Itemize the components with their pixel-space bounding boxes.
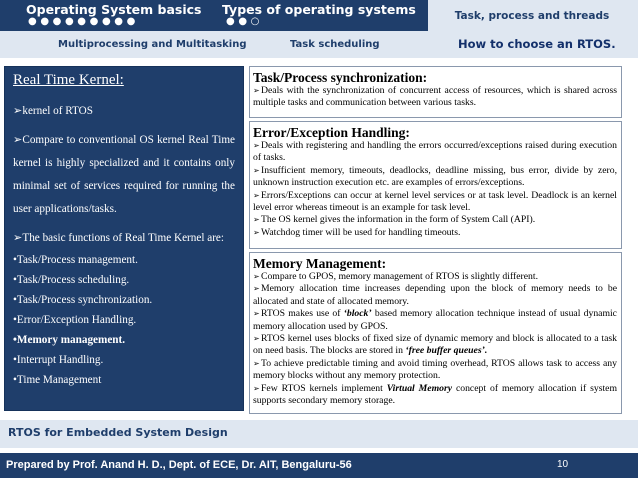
arrow-bullet-icon: ➢: [253, 227, 260, 237]
filled-dots: ●●: [226, 16, 251, 27]
subnav-choose-rtos[interactable]: How to choose an RTOS.: [458, 37, 616, 51]
bullet-line: ➢The OS kernel gives the information in the form of System Call (API).: [253, 214, 536, 226]
list-item-highlighted: •Memory management.: [13, 334, 126, 346]
box-title: Memory Management:: [253, 256, 387, 271]
list-item: •Task/Process synchronization.: [13, 294, 153, 306]
arrow-bullet-icon: ➢: [253, 284, 260, 294]
arrow-bullet-icon: ➢: [253, 383, 260, 393]
empty-dot: ○: [250, 16, 263, 27]
arrow-bullet-icon: ➢: [253, 86, 260, 95]
nav-section-task-process-threads[interactable]: Task, process and threads: [454, 10, 610, 22]
arrow-bullet-icon: ➢: [253, 309, 260, 319]
subnav-multiprocessing[interactable]: Multiprocessing and Multitasking: [58, 39, 247, 50]
real-time-kernel-panel: [4, 66, 244, 411]
memory-management-box: [249, 252, 622, 414]
nav-progress-dots-os-types[interactable]: [226, 16, 263, 27]
bullet-line: ➢To achieve predictable timing and avoid timing overhead, RTOS allows task to access any memory blocks without any memory protection.: [253, 357, 617, 382]
error-handling-box: [249, 121, 622, 249]
nav-progress-dots-os-basics[interactable]: ●●●●●●●●●: [28, 16, 139, 27]
bullet-line: ➢Deals with registering and handling the errors occurred/exceptions raised during execution of tasks.: [253, 140, 617, 164]
arrow-bullet-icon: ➢: [253, 358, 260, 368]
arrow-bullet-icon: ➢: [253, 272, 260, 281]
author-credit: Prepared by Prof. Anand H. D., Dept. of ECE, Dr. AIT, Bengaluru-56: [6, 459, 352, 471]
box-title: Task/Process synchronization:: [253, 70, 428, 85]
bullet-line: ➢Compare to GPOS, memory management of RTOS is slightly different.: [253, 271, 539, 282]
arrow-bullet-icon: ➢: [253, 334, 260, 344]
panel-title: Real Time Kernel:: [13, 72, 124, 88]
list-item: •Error/Exception Handling.: [13, 314, 137, 326]
header-nav-bar: [0, 0, 428, 31]
list-item: •Interrupt Handling.: [13, 354, 104, 366]
nav-section-os-basics[interactable]: Operating System basics: [26, 2, 202, 17]
nav-section-os-types[interactable]: Types of operating systems: [222, 2, 416, 17]
subnav-task-scheduling[interactable]: Task scheduling: [290, 39, 380, 50]
list-item: •Task/Process scheduling.: [13, 274, 130, 286]
arrow-bullet-icon: ➢: [253, 165, 260, 175]
panel-paragraph: ➢The basic functions of Real Time Kernel are:: [13, 232, 225, 244]
bullet-line: ➢RTOS makes use of ‘block’ based memory allocation technique instead of usual dynamic memory allocation used by GPOS.: [253, 308, 617, 332]
bullet-line: ➢Memory allocation time increases depending upon the block of memory needs to be allocated and state of allocated memory.: [253, 283, 617, 307]
panel-paragraph: ➢Compare to conventional OS kernel Real Time kernel is highly specialized and it contains only minimal set of services required for running the user applications/tasks.: [13, 134, 235, 215]
slide-header: [0, 0, 638, 58]
footer-course-band: [0, 420, 638, 448]
box-title: Error/Exception Handling:: [253, 125, 410, 140]
list-item: •Time Management: [13, 374, 102, 386]
bullet-line: ➢Insufficient memory, timeouts, deadlocks, deadline missing, bus error, divide by zero, unknown instruction execution etc. are examples of errors/exceptions.: [253, 164, 617, 189]
list-item: •Task/Process management.: [13, 254, 138, 266]
page-number: 10: [557, 459, 569, 470]
arrow-bullet-icon: ➢: [253, 190, 260, 200]
bullet-line: ➢RTOS kernel uses blocks of fixed size of dynamic memory and block is allocated to a task on need basis. The blocks are stored in ‘free buffer queues’.: [253, 333, 617, 357]
arrow-bullet-icon: ➢: [253, 215, 260, 225]
course-title: RTOS for Embedded System Design: [8, 426, 228, 439]
bullet-line: ➢Watchdog timer will be used for handling timeouts.: [253, 226, 461, 238]
subsection-nav: [46, 35, 638, 55]
footer-author-band: [0, 453, 638, 478]
bullet-line: ➢Few RTOS kernels implement Virtual Memory concept of memory allocation if system supports secondary memory storage.: [253, 382, 617, 407]
bullet-line: ➢Errors/Exceptions can occur at kernel level services or at task level. Deadlock is an kernel level error whereas timeout is an example for task level.: [253, 189, 617, 214]
bullet-line: ➢Deals with the synchronization of concurrent access of resources, which is shared across multiple tasks and communication between various tasks.: [253, 85, 617, 109]
arrow-bullet-icon: ➢: [253, 141, 260, 150]
panel-paragraph: ➢kernel of RTOS: [13, 105, 93, 117]
sync-box: [249, 66, 622, 118]
